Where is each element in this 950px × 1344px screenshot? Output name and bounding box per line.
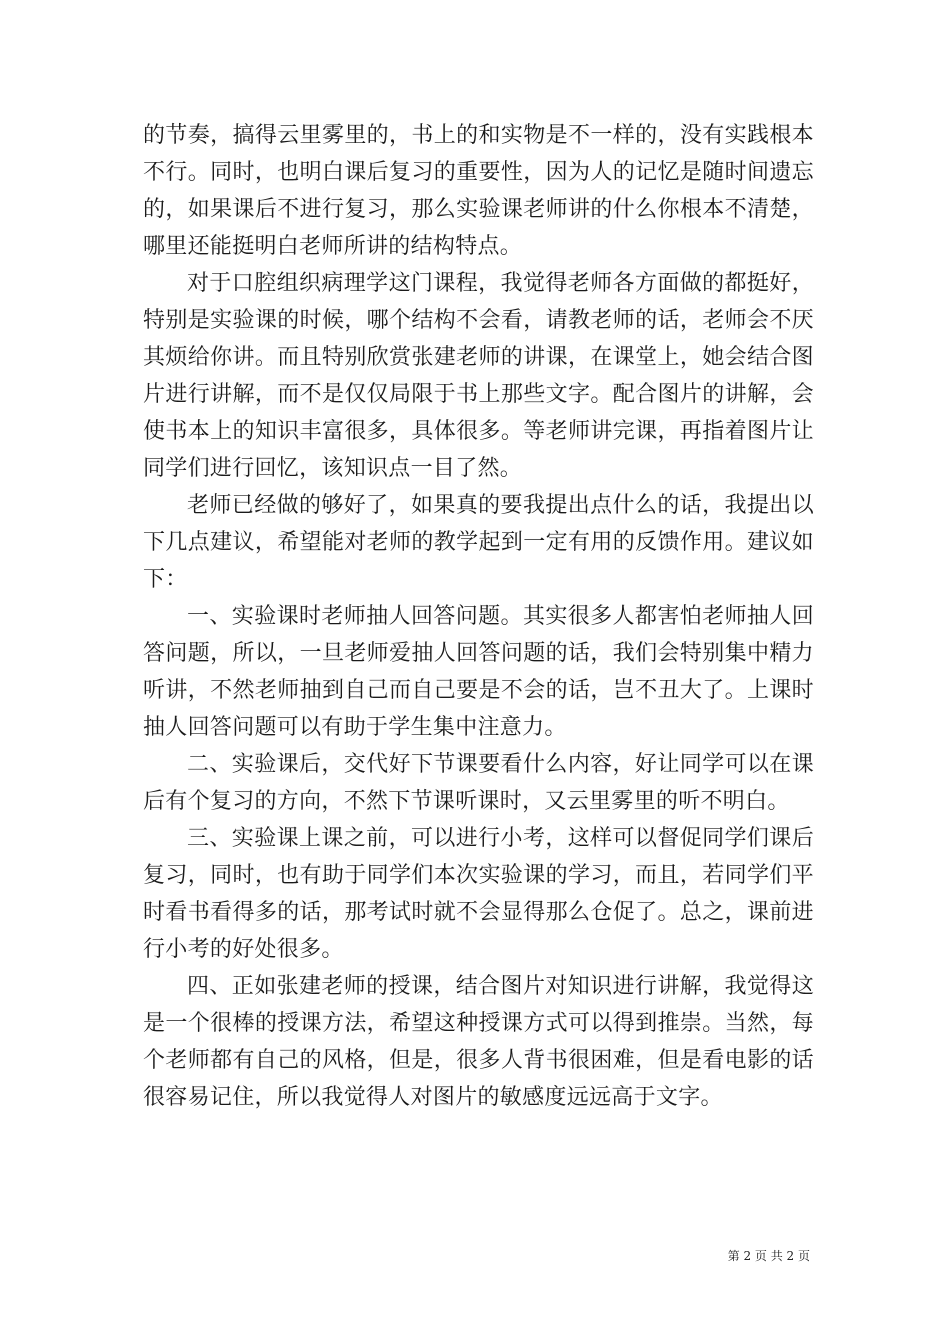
paragraph-suggestion-4: 四、正如张建老师的授课，结合图片对知识进行讲解，我觉得这是一个很棒的授课方法，希望这种授课方式可以得到推崇。当然，每个老师都有自己的风格，但是，很多人背书很困难，但是看电影的话很容易记住，所以我觉得人对图片的敏感度远远高于文字。 — [143, 974, 814, 1110]
paragraph-continuation: 的节奏，搞得云里雾里的，书上的和实物是不一样的，没有实践根本不行。同时，也明白课后复习的重要性，因为人的记忆是随时间遗忘的，如果课后不进行复习，那么实验课老师讲的什么你根本不清楚，哪里还能挺明白老师所讲的结构特点。 — [143, 123, 814, 259]
page-number-footer: 第 2 页 共 2 页 — [727, 1249, 810, 1263]
paragraph-suggestion-1: 一、实验课时老师抽人回答问题。其实很多人都害怕老师抽人回答问题，所以，一旦老师爱抽人回答问题的话，我们会特别集中精力听讲，不然老师抽到自己而自己要是不会的话，岂不丑大了。上课时抽人回答问题可以有助于学生集中注意力。 — [143, 604, 814, 740]
paragraph-suggestions-intro: 老师已经做的够好了，如果真的要我提出点什么的话，我提出以下几点建议，希望能对老师的教学起到一定有用的反馈作用。建议如下： — [143, 493, 814, 592]
document-body — [143, 117, 814, 1116]
paragraph-suggestion-2: 二、实验课后，交代好下节课要看什么内容，好让同学可以在课后有个复习的方向，不然下节课听课时，又云里雾里的听不明白。 — [143, 752, 814, 814]
paragraph-course-evaluation: 对于口腔组织病理学这门课程，我觉得老师各方面做的都挺好，特别是实验课的时候，哪个结构不会看，请教老师的话，老师会不厌其烦给你讲。而且特别欣赏张建老师的讲课，在课堂上，她会结合图片进行讲解，而不是仅仅局限于书上那些文字。配合图片的讲解，会使书本上的知识丰富很多，具体很多。等老师讲完课，再指着图片让同学们进行回忆，该知识点一目了然。 — [143, 271, 814, 481]
paragraph-suggestion-3: 三、实验课上课之前，可以进行小考，这样可以督促同学们课后复习，同时，也有助于同学们本次实验课的学习，而且，若同学们平时看书看得多的话，那考试时就不会显得那么仓促了。总之，课前进行小考的好处很多。 — [143, 826, 814, 962]
